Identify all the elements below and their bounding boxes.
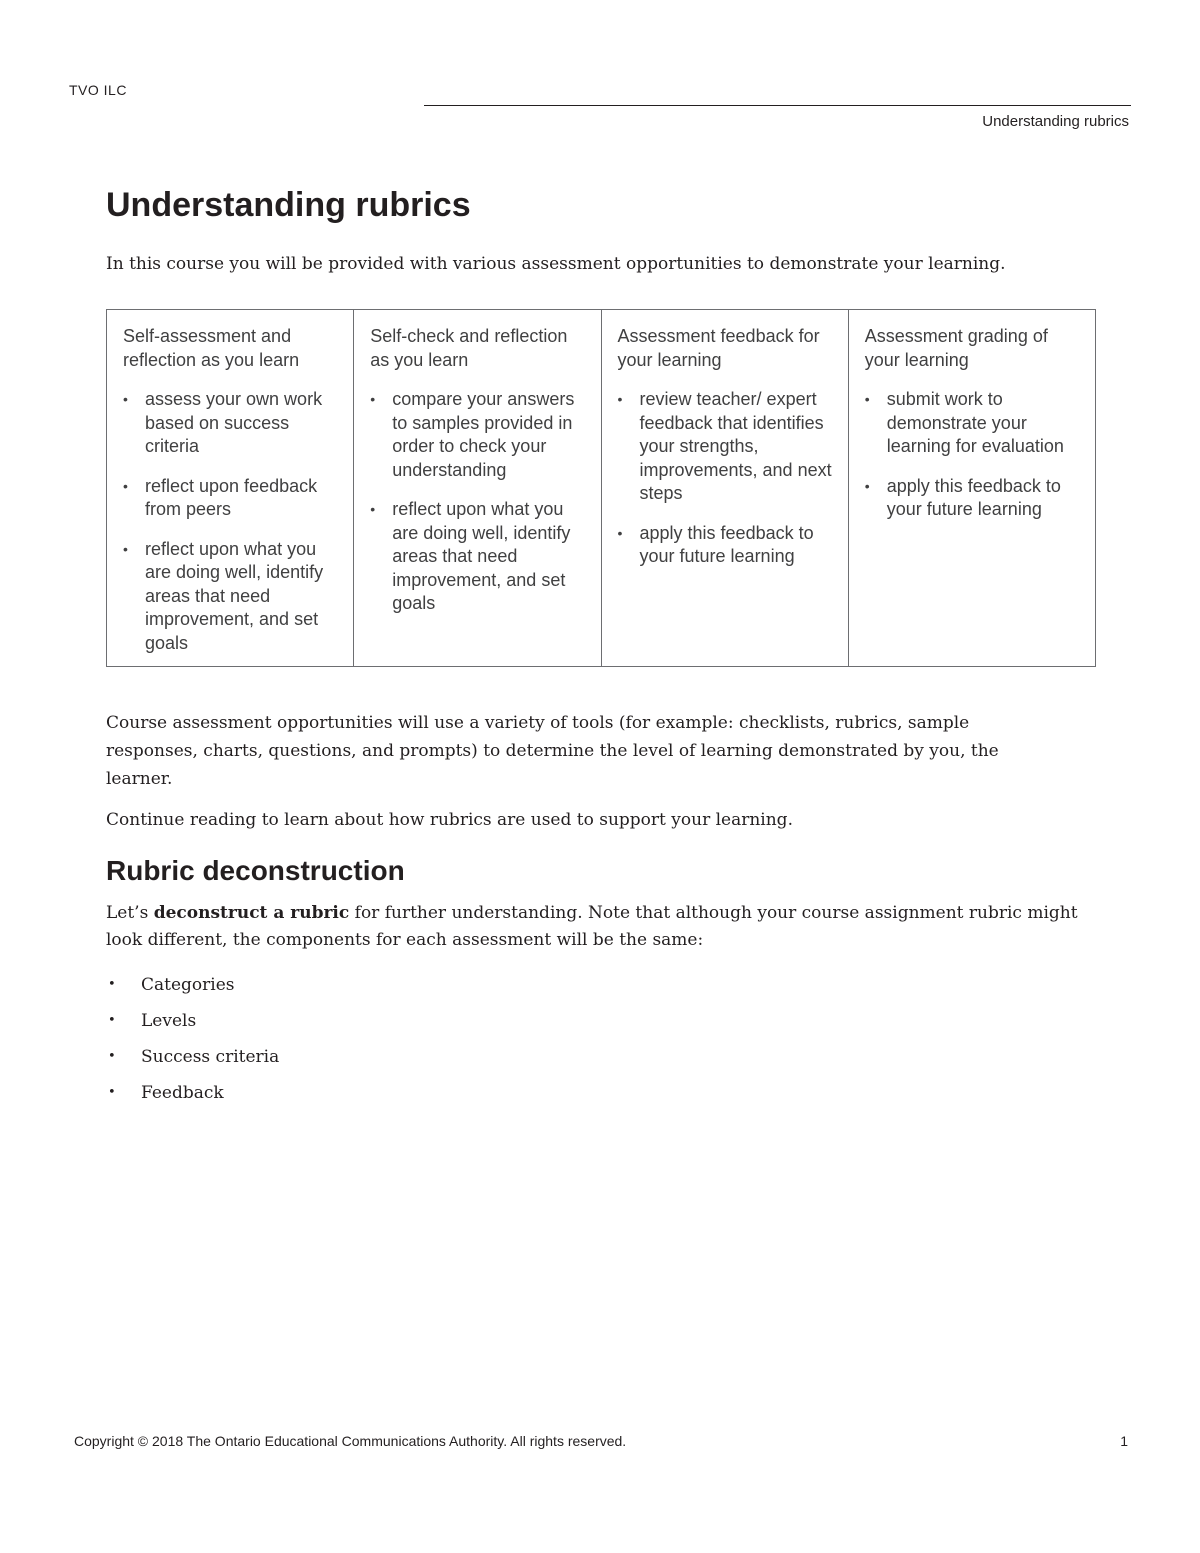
list-item: • submit work to demonstrate your learning for evaluation: [865, 388, 1081, 459]
continue-paragraph: Continue reading to learn about how rubrics are used to support your learning.: [106, 810, 793, 830]
header-rule: [424, 105, 1131, 106]
para-text-end: for further understanding. Note that although your course assignment rubric might look different, the components for each assessment will be the same:: [106, 903, 1078, 950]
column-list: [865, 388, 1081, 522]
column-heading: Assessment grading of your learning: [864, 326, 1048, 370]
list-item: • compare your answers to samples provided in order to check your understanding: [370, 388, 586, 482]
column-list: [123, 388, 339, 655]
page-number: 1: [1120, 1433, 1128, 1449]
header-org: TVO ILC: [69, 82, 127, 98]
list-item: • Success criteria: [106, 1044, 279, 1080]
list-item: • Categories: [106, 972, 279, 1008]
deconstruct-paragraph: [106, 900, 1096, 954]
page-title: Understanding rubrics: [106, 186, 471, 224]
column-heading: Self-assessment and reflection as you learn: [123, 326, 300, 370]
para-bold-phrase: deconstruct a rubric: [153, 903, 350, 923]
column-self-assessment: [107, 310, 354, 666]
column-list: [618, 388, 834, 569]
column-heading: Assessment feedback for your learning: [617, 326, 820, 370]
tools-paragraph: Course assessment opportunities will use a variety of tools (for example: checklists, rubrics, sample responses, charts, questions, and prompts) to determine the level of learning demonstrated by you, the learner.: [106, 713, 999, 789]
column-assessment-grading: [849, 310, 1095, 666]
section-heading: Rubric deconstruction: [106, 855, 405, 886]
list-item: • Feedback: [106, 1080, 279, 1116]
list-item: • Levels: [106, 1008, 279, 1044]
list-item: • assess your own work based on success criteria: [123, 388, 339, 459]
list-item: • reflect upon what you are doing well, identify areas that need improvement, and set goals: [370, 498, 586, 616]
para-text-start: Let’s: [106, 903, 154, 923]
column-self-check: [354, 310, 601, 666]
copyright-notice: Copyright © 2018 The Ontario Educational Communications Authority. All rights reserved.: [74, 1433, 627, 1449]
assessment-types-table: [106, 309, 1096, 667]
column-list: [370, 388, 586, 616]
components-list: [106, 972, 279, 1116]
column-assessment-feedback: [602, 310, 849, 666]
list-item: • apply this feedback to your future learning: [618, 522, 834, 569]
column-heading: Self-check and reflection as you learn: [370, 326, 568, 370]
list-item: • reflect upon what you are doing well, identify areas that need improvement, and set goals: [123, 538, 339, 656]
intro-paragraph: In this course you will be provided with various assessment opportunities to demonstrate your learning.: [106, 254, 1006, 274]
list-item: • review teacher/ expert feedback that identifies your strengths, improvements, and next steps: [618, 388, 834, 506]
header-running-title: Understanding rubrics: [982, 113, 1129, 130]
list-item: • reflect upon feedback from peers: [123, 475, 339, 522]
list-item: • apply this feedback to your future learning: [865, 475, 1081, 522]
